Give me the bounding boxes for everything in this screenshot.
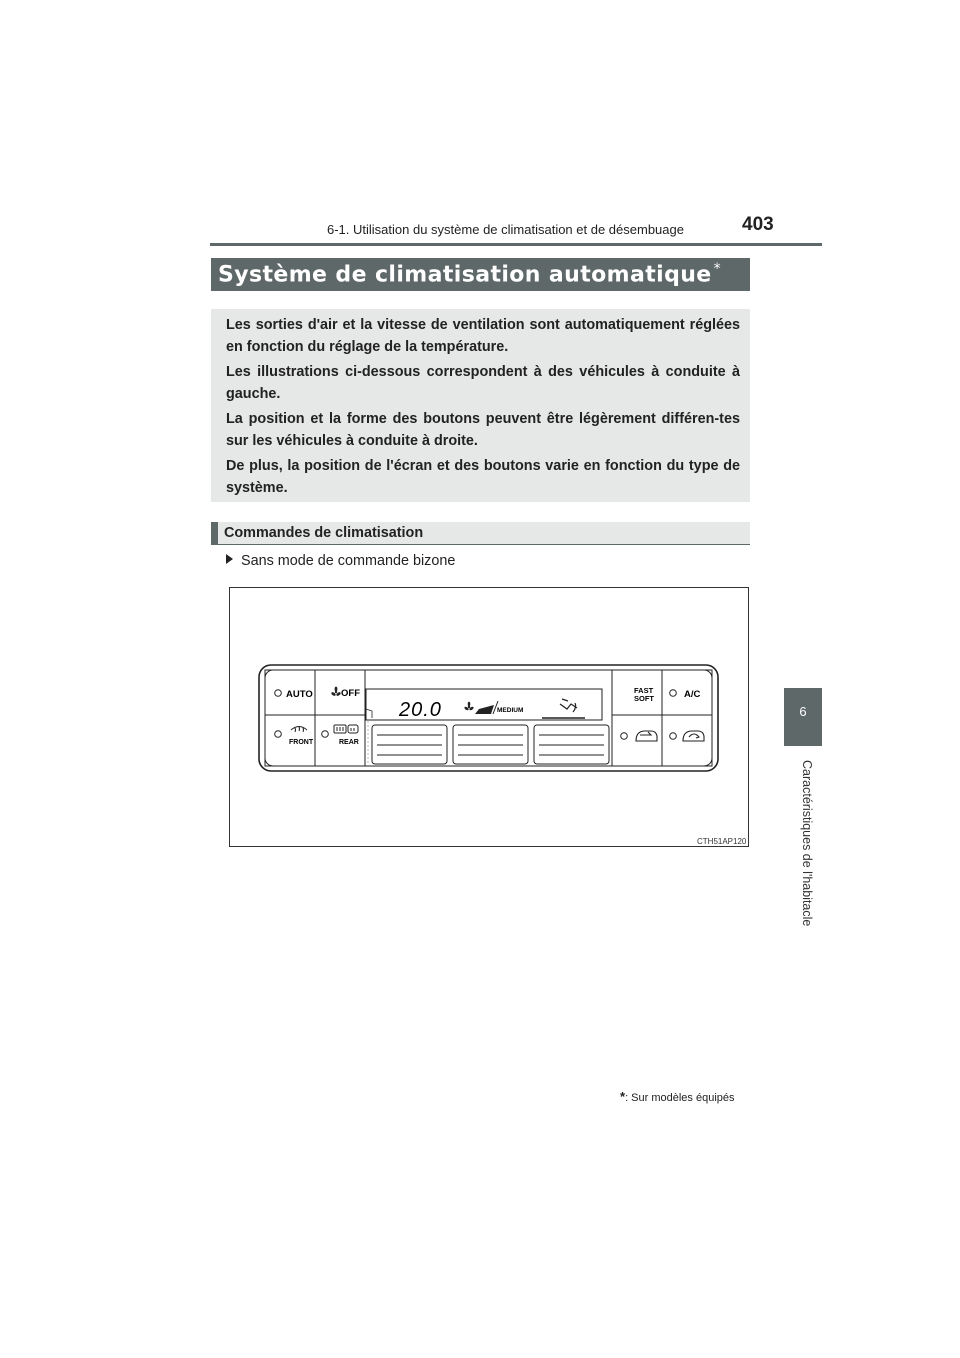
equipped-marker: * [713,261,722,277]
ac-label: A/C [684,689,701,700]
header-rule [210,243,822,246]
chapter-number: 6 [799,704,807,719]
chapter-side-label: Caractéristiques de l'habitacle [800,760,814,927]
subsection-rule [211,544,750,545]
auto-label: AUTO [286,689,313,700]
intro-paragraph: Les sorties d'air et la vitesse de ventilation sont automatiquement réglées en fonction du réglage de la température. [226,317,740,355]
fan-mode-label: MEDIUM [497,707,524,714]
front-label: FRONT [289,739,314,746]
footnote-marker: * [620,1089,626,1104]
fast-label: FAST [634,686,654,695]
temperature-readout: 20.0 [399,699,442,721]
subsection-accent [211,522,218,545]
chapter-header-title: 6-1. Utilisation du système de climatisation et de désembuage [327,222,684,237]
footnote-text: : Sur modèles équipés [625,1092,735,1104]
subsection-heading: Commandes de climatisation [224,525,424,541]
climate-control-panel-illustration [229,587,749,847]
intro-paragraph: De plus, la position de l'écran et des boutons varie en fonction du type de système. [226,458,740,496]
fast-soft-button[interactable] [634,686,654,703]
figure-code: CTH51AP120 [697,837,747,846]
triangle-bullet-icon [226,554,233,564]
page-number: 403 [742,214,774,235]
intro-paragraph: Les illustrations ci-dessous correspondent à des véhicules à conduite à gauche. [226,364,740,402]
soft-label: SOFT [634,694,654,703]
off-label: OFF [341,688,360,699]
footnote [620,1089,735,1104]
bullet-text: Sans mode de commande bizone [241,553,456,569]
section-title [218,261,721,287]
rear-label: REAR [339,739,359,746]
bullet-item [226,553,455,569]
section-title-text: Système de climatisation automatique [218,262,712,288]
intro-paragraph: La position et la forme des boutons peuvent être légèrement différen-tes sur les véhicules à conduite à droite. [226,411,740,449]
